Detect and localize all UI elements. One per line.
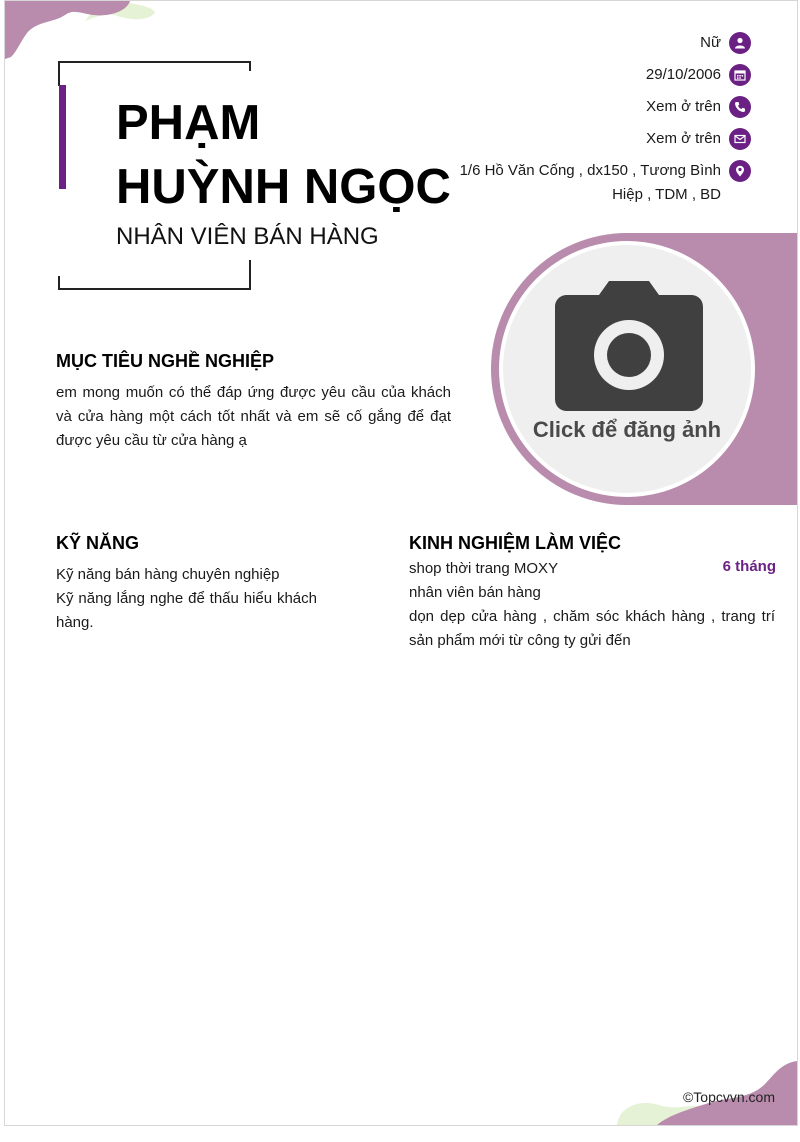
experience-duration[interactable]: 6 tháng <box>722 558 776 575</box>
contact-email[interactable] <box>391 127 751 151</box>
footer-copyright: ©Topcvvn.com <box>682 1089 775 1105</box>
photo-upload-area[interactable] <box>503 245 751 493</box>
user-icon <box>729 32 751 54</box>
contact-address[interactable] <box>391 159 751 207</box>
contact-phone[interactable] <box>391 95 751 119</box>
job-title[interactable]: NHÂN VIÊN BÁN HÀNG <box>116 223 379 250</box>
skill-item[interactable]: Kỹ năng bán hàng chuyên nghiệp <box>56 566 280 583</box>
email-text: Xem ở trên <box>646 130 721 147</box>
location-pin-icon <box>729 160 751 182</box>
birthdate-text: 29/10/2006 <box>645 66 721 83</box>
phone-icon <box>729 96 751 118</box>
address-text: 1/6 Hồ Văn Cống , dx150 , Tương Bình Hiệp , TDM , BD <box>459 162 721 203</box>
calendar-icon <box>729 64 751 86</box>
phone-text: Xem ở trên <box>646 98 721 115</box>
experience-position[interactable]: nhân viên bán hàng <box>409 584 541 601</box>
mail-icon <box>729 128 751 150</box>
experience-title: KINH NGHIỆM LÀM VIỆC <box>409 533 622 553</box>
objective-title: MỤC TIÊU NGHỀ NGHIỆP <box>56 351 275 371</box>
photo-caption[interactable]: Click để đăng ảnh <box>532 417 722 442</box>
contact-gender[interactable] <box>391 31 751 55</box>
name-line-2: HUỲNH NGỌC <box>116 160 451 214</box>
contact-info <box>391 31 751 215</box>
accent-bar <box>59 85 66 189</box>
top-left-decoration <box>5 1 165 61</box>
gender-text: Nữ <box>700 34 721 51</box>
skills-title: KỸ NĂNG <box>56 533 140 553</box>
objective-text[interactable]: em mong muốn có thể đáp ứng được yêu cầu của khách và cửa hàng một cách tốt nhất và em sẽ cố gắng để đạt được yêu cầu từ cửa hàng ạ <box>56 384 451 449</box>
cv-page <box>4 0 798 1126</box>
experience-description[interactable]: dọn dẹp cửa hàng , chăm sóc khách hàng , trang trí sản phẩm mới từ công ty gửi đến <box>409 608 775 649</box>
camera-icon <box>555 281 703 411</box>
name-line-1: PHẠM <box>116 96 261 150</box>
contact-birthdate[interactable] <box>391 63 751 87</box>
experience-company[interactable]: shop thời trang MOXY <box>409 560 559 577</box>
skill-item[interactable]: Kỹ năng lắng nghe để thấu hiểu khách hàng. <box>56 590 317 631</box>
